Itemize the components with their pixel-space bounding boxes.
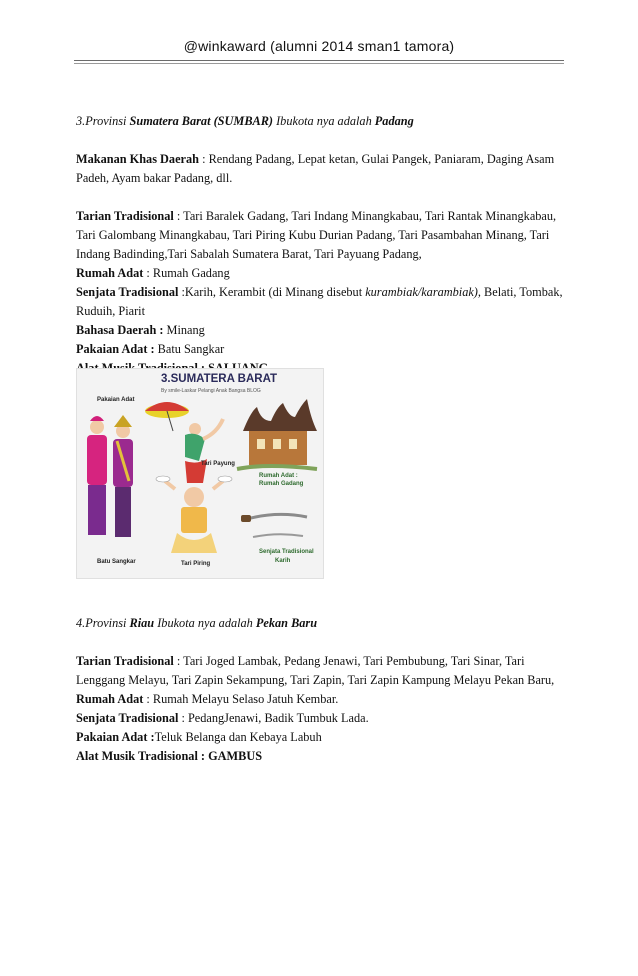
alat-musik-line: Alat Musik Tradisional : GAMBUS	[76, 749, 263, 763]
label-karih: Karih	[275, 558, 291, 564]
section4-intro: 4.Provinsi Riau Ibukota nya adalah Pekan Baru	[76, 616, 318, 630]
page-header: @winkaward (alumni 2014 sman1 tamora)	[183, 38, 455, 54]
sumatera-barat-illustration	[76, 368, 324, 579]
label-senjata-tradisional: Senjata Tradisional	[259, 549, 314, 555]
label-pakaian-adat: Pakaian Adat	[97, 397, 135, 403]
header-rule-thin	[74, 63, 564, 64]
makanan-khas-line: Makanan Khas Daerah : Rendang Padang, Lepat ketan, Gulai Pangek, Paniaram, Daging Asam Padeh, Ayam bakar Padang, dll.	[76, 152, 555, 185]
illustration-subtitle: By smile-Laskar Pelangi Anak Bangsa BLOG	[161, 388, 261, 394]
tarian-line: Tarian Tradisional : Tari Baralek Gadang, Tari Indang Minangkabau, Tari Rantak Minangkabau, Tari Galombang Minangkabau, Tari Piring Kubu Durian Padang, Tari Pasambahan Minang, Tari Indang Badinding,Tari Sabalah Sumatera Barat, Tari Payuang Padang,	[76, 209, 557, 261]
pakaian-line: Pakaian Adat :Teluk Belanga dan Kebaya Labuh	[76, 730, 322, 744]
capital-name: Padang	[374, 114, 414, 128]
label-tari-piring: Tari Piring	[181, 561, 211, 567]
pakaian-line: Pakaian Adat : Batu Sangkar	[76, 342, 225, 356]
section3-intro: 3.Provinsi Sumatera Barat (SUMBAR) Ibukota nya adalah Padang	[76, 114, 414, 128]
section-sumatera-barat	[76, 112, 566, 378]
province-name: Riau	[129, 616, 155, 630]
header-rule	[74, 60, 564, 61]
label-batu-sangkar: Batu Sangkar	[97, 559, 136, 565]
label-tari-payung: Tari Payung	[201, 461, 235, 467]
bahasa-line: Bahasa Daerah : Minang	[76, 323, 205, 337]
senjata-line: Senjata Tradisional : PedangJenawi, Badik Tumbuk Lada.	[76, 711, 369, 725]
senjata-line: Senjata Tradisional :Karih, Kerambit (di Minang disebut kurambiak/karambiak), Belati, Tombak, Ruduih, Piarit	[76, 285, 563, 318]
province-name: Sumatera Barat (SUMBAR)	[129, 114, 274, 128]
tarian-line: Tarian Tradisional : Tari Joged Lambak, Pedang Jenawi, Tari Pembubung, Tari Sinar, Tari Lenggang Melayu, Tari Zapin Sekampung, Tari Zapin, Tari Zapin Kampung Melayu Pekan Baru,	[76, 654, 555, 687]
label-rumah-adat: Rumah Adat :	[259, 473, 298, 479]
section-riau	[76, 614, 566, 766]
illustration-title: 3.SUMATERA BARAT	[161, 373, 278, 385]
capital-name: Pekan Baru	[255, 616, 318, 630]
rumah-adat-line: Rumah Adat : Rumah Gadang	[76, 266, 230, 280]
label-rumah-gadang: Rumah Gadang	[259, 481, 304, 487]
rumah-adat-line: Rumah Adat : Rumah Melayu Selaso Jatuh Kembar.	[76, 692, 339, 706]
